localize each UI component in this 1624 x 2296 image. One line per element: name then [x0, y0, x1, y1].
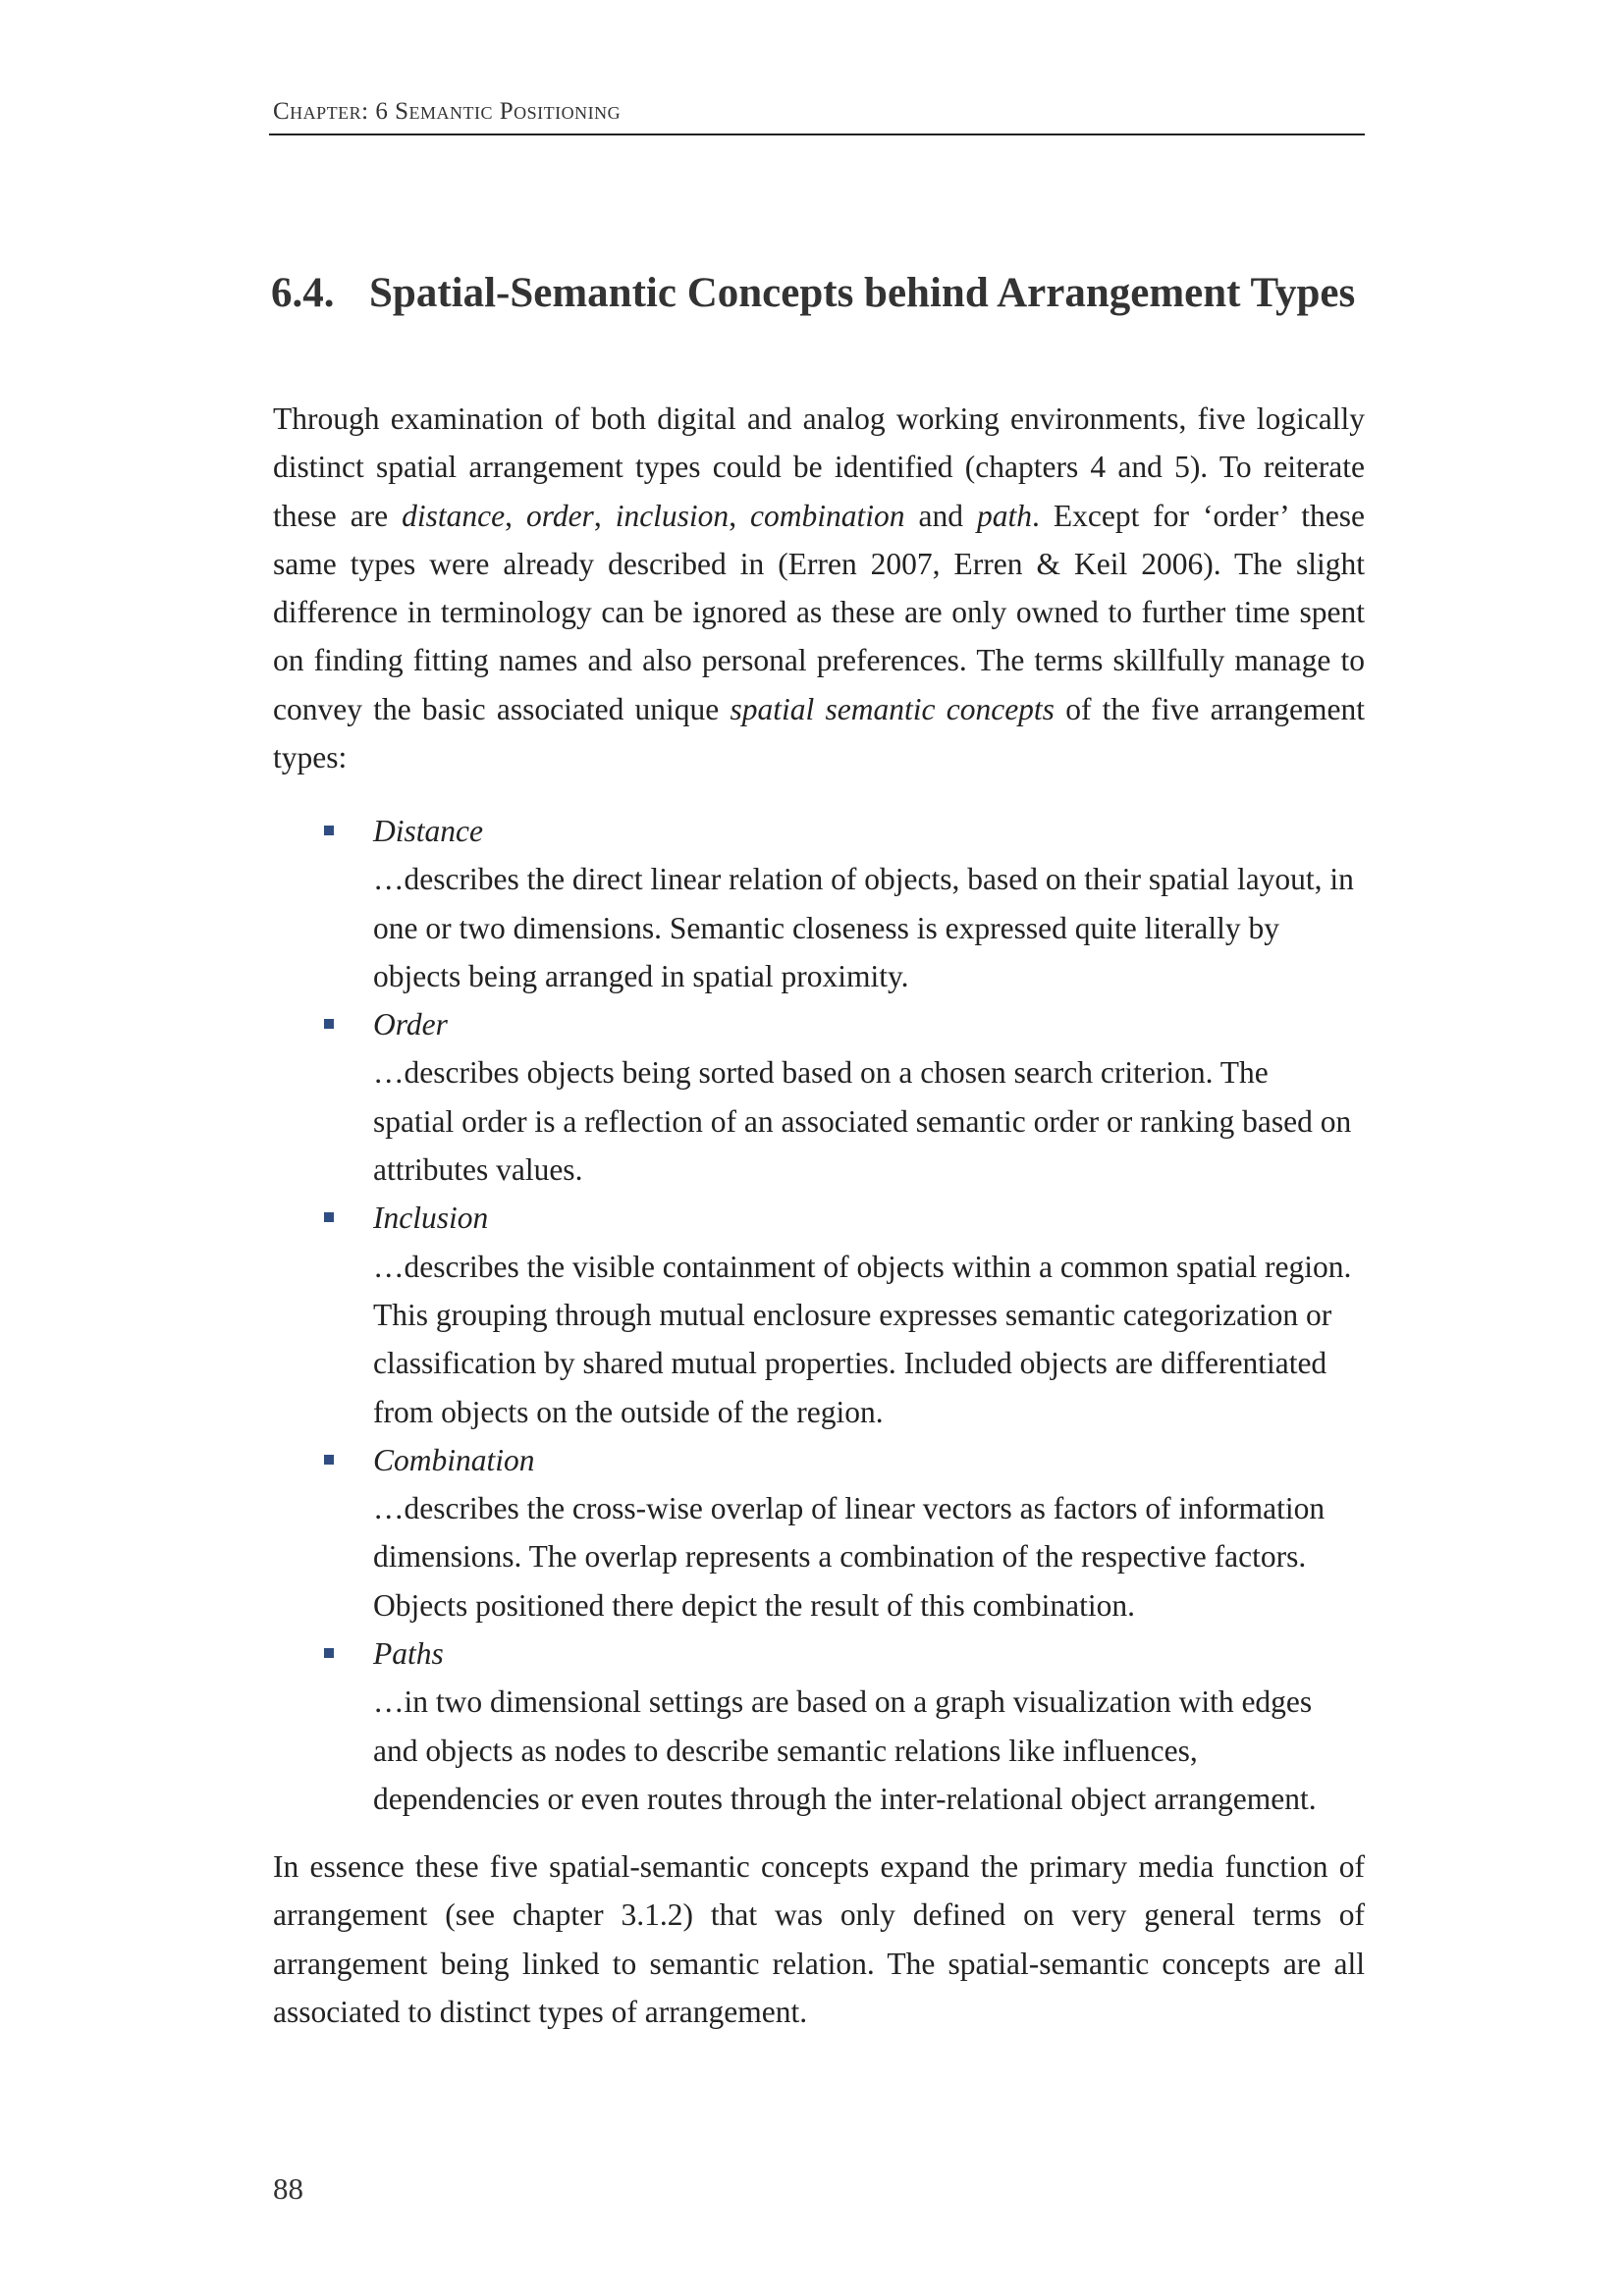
concept-description: …in two dimensional settings are based on a graph visualization with edges and objects as nodes to describe semantic relations like influences, dependencies or even routes through the inter-relational object arrangement.	[373, 1684, 1317, 1816]
intro-text-2: . Except for ‘order’ these same types were already described in (Erren 2007, Erren & Keil 2006). The slight difference in terminology can be ignored as these are only owned to further time spent on finding fitting names and also personal preferences. The terms skillfully manage to convey the basic associated unique	[273, 498, 1365, 726]
term-path: path	[977, 498, 1033, 533]
intro-text-1: Through examination of both digital and analog working environments, five logically distinct spatial arrangement types could be identified (chapters 4 and 5). To reiterate these are	[273, 401, 1365, 533]
list-item	[273, 807, 1365, 1000]
list-item	[273, 1629, 1365, 1823]
page-number: 88	[273, 2171, 303, 2206]
section-number: 6.4.	[271, 270, 335, 316]
intro-sep-1: ,	[505, 498, 526, 533]
square-bullet-icon	[324, 826, 334, 835]
concept-description: …describes the visible containment of objects within a common spatial region. This grouping through mutual enclosure expresses semantic categorization or classification by shared mutual properties. Included objects are differentiated from objects on the outside of the region.	[373, 1249, 1352, 1429]
square-bullet-icon	[324, 1648, 334, 1658]
term-distance: distance	[402, 498, 506, 533]
section-title: Spatial-Semantic Concepts behind Arrangement Types	[369, 270, 1356, 316]
term-combination: combination	[750, 498, 905, 533]
intro-sep-3: ,	[729, 498, 751, 533]
intro-sep-2: ,	[593, 498, 616, 533]
concept-description: …describes objects being sorted based on a chosen search criterion. The spatial order is a reflection of an associated semantic order or ranking based on attributes values.	[373, 1055, 1352, 1188]
concept-term: Combination	[373, 1442, 535, 1477]
concept-description: …describes the direct linear relation of objects, based on their spatial layout, in one or two dimensions. Semantic closeness is expressed quite literally by objects being arranged in spatial proximity.	[373, 862, 1354, 993]
closing-paragraph: In essence these five spatial-semantic concepts expand the primary media function of arrangement (see chapter 3.1.2) that was only defined on very general terms of arrangement being linked to semantic relation. The spatial-semantic concepts are all associated to distinct types of arrangement.	[273, 1849, 1365, 2029]
concept-term: Inclusion	[373, 1201, 489, 1236]
intro-text-3: of the five arrangement types:	[273, 691, 1365, 775]
term-spatial-semantic-concepts: spatial semantic concepts	[730, 691, 1055, 726]
list-item	[273, 1000, 1365, 1194]
section-heading	[271, 269, 1371, 317]
term-inclusion: inclusion	[615, 498, 730, 533]
running-header-title: Chapter: 6 Semantic Positioning	[273, 98, 622, 125]
list-item	[273, 1194, 1365, 1435]
concept-term: Distance	[373, 814, 483, 848]
concept-description: …describes the cross-wise overlap of linear vectors as factors of information dimensions. The overlap represents a combination of the respective factors. Objects positioned there depict the result of this combination.	[373, 1491, 1326, 1623]
square-bullet-icon	[324, 1455, 334, 1465]
concept-list	[273, 807, 1365, 1823]
intro-paragraph	[273, 395, 1365, 781]
concept-term: Order	[373, 1007, 448, 1042]
running-header	[269, 96, 1365, 135]
concept-term: Paths	[373, 1636, 444, 1672]
square-bullet-icon	[324, 1019, 334, 1029]
square-bullet-icon	[324, 1212, 334, 1222]
term-order: order	[525, 498, 594, 533]
list-item	[273, 1436, 1365, 1629]
intro-sep-4: and	[904, 498, 977, 533]
